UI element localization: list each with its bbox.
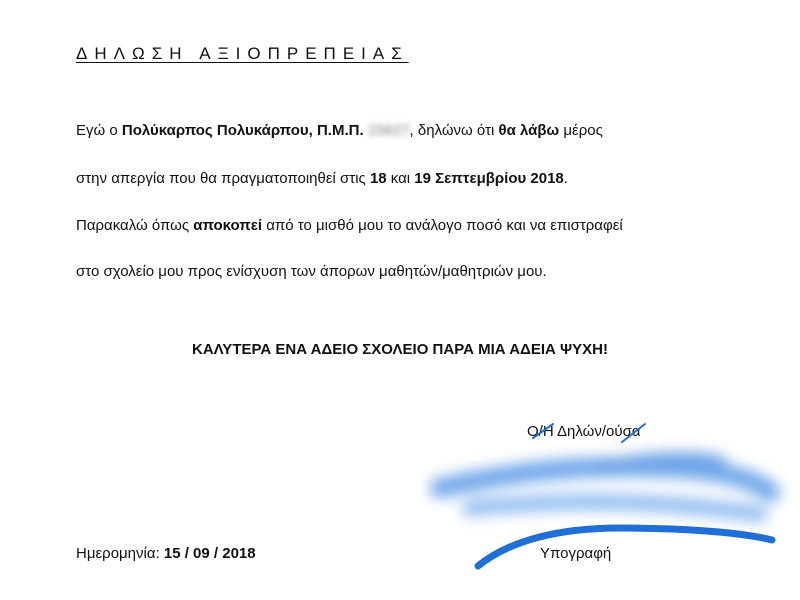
signature-stroke-2 xyxy=(470,502,760,514)
line1-text-3: μέρος xyxy=(559,122,603,139)
line1-text-1: Εγώ ο xyxy=(76,122,122,139)
redacted-id: 15627 xyxy=(367,122,410,139)
line3-text-2: από το μισθό μου το ανάλογο ποσό και να επιστραφεί xyxy=(262,217,623,234)
strike-day-2: 19 Σεπτεμβρίου 2018 xyxy=(414,170,564,187)
declarant-name: Πολύκαρπος Πολυκάρπου, Π.Μ.Π. xyxy=(121,122,364,139)
signature-stroke-3 xyxy=(600,458,720,468)
date-value: 15 / 09 / 2018 xyxy=(163,545,256,562)
declaration-line-1 xyxy=(76,122,603,139)
line3-text-1: Παρακαλώ όπως xyxy=(76,217,194,234)
line2-text-2: και xyxy=(386,170,415,187)
declaration-line-3 xyxy=(76,217,623,234)
participation-phrase: θα λάβω xyxy=(498,122,560,139)
signature-underline xyxy=(478,528,772,566)
strike-day-1: 18 xyxy=(369,170,387,187)
document-title: ΔΗΛΩΣΗ ΑΞΙΟΠΡΕΠΕΙΑΣ xyxy=(76,44,409,63)
signature-stroke-1 xyxy=(440,467,770,492)
slogan: ΚΑΛΥΤΕΡΑ ΕΝΑ ΑΔΕΙΟ ΣΧΟΛΕΙΟ ΠΑΡΑ ΜΙΑ ΑΔΕΙΑ ΨΥΧΗ! xyxy=(192,341,608,358)
deduction-word: αποκοπεί xyxy=(193,217,263,234)
line2-text-3: . xyxy=(563,170,568,187)
declaration-line-2 xyxy=(76,170,568,187)
declaration-line-4: στο σχολείο μου προς ενίσχυση των άπορων μαθητών/μαθητριών μου. xyxy=(76,263,547,280)
declarant-label: Ο/Η Δηλών/ούσα xyxy=(527,423,641,440)
date-label: Ημερομηνία: xyxy=(76,545,164,562)
date-row xyxy=(76,545,256,562)
line2-text-1: στην απεργία που θα πραγματοποιηθεί στις xyxy=(76,170,370,187)
signature-label: Υπογραφή xyxy=(540,545,612,562)
line1-text-2: , δηλώνω ότι xyxy=(409,122,499,139)
